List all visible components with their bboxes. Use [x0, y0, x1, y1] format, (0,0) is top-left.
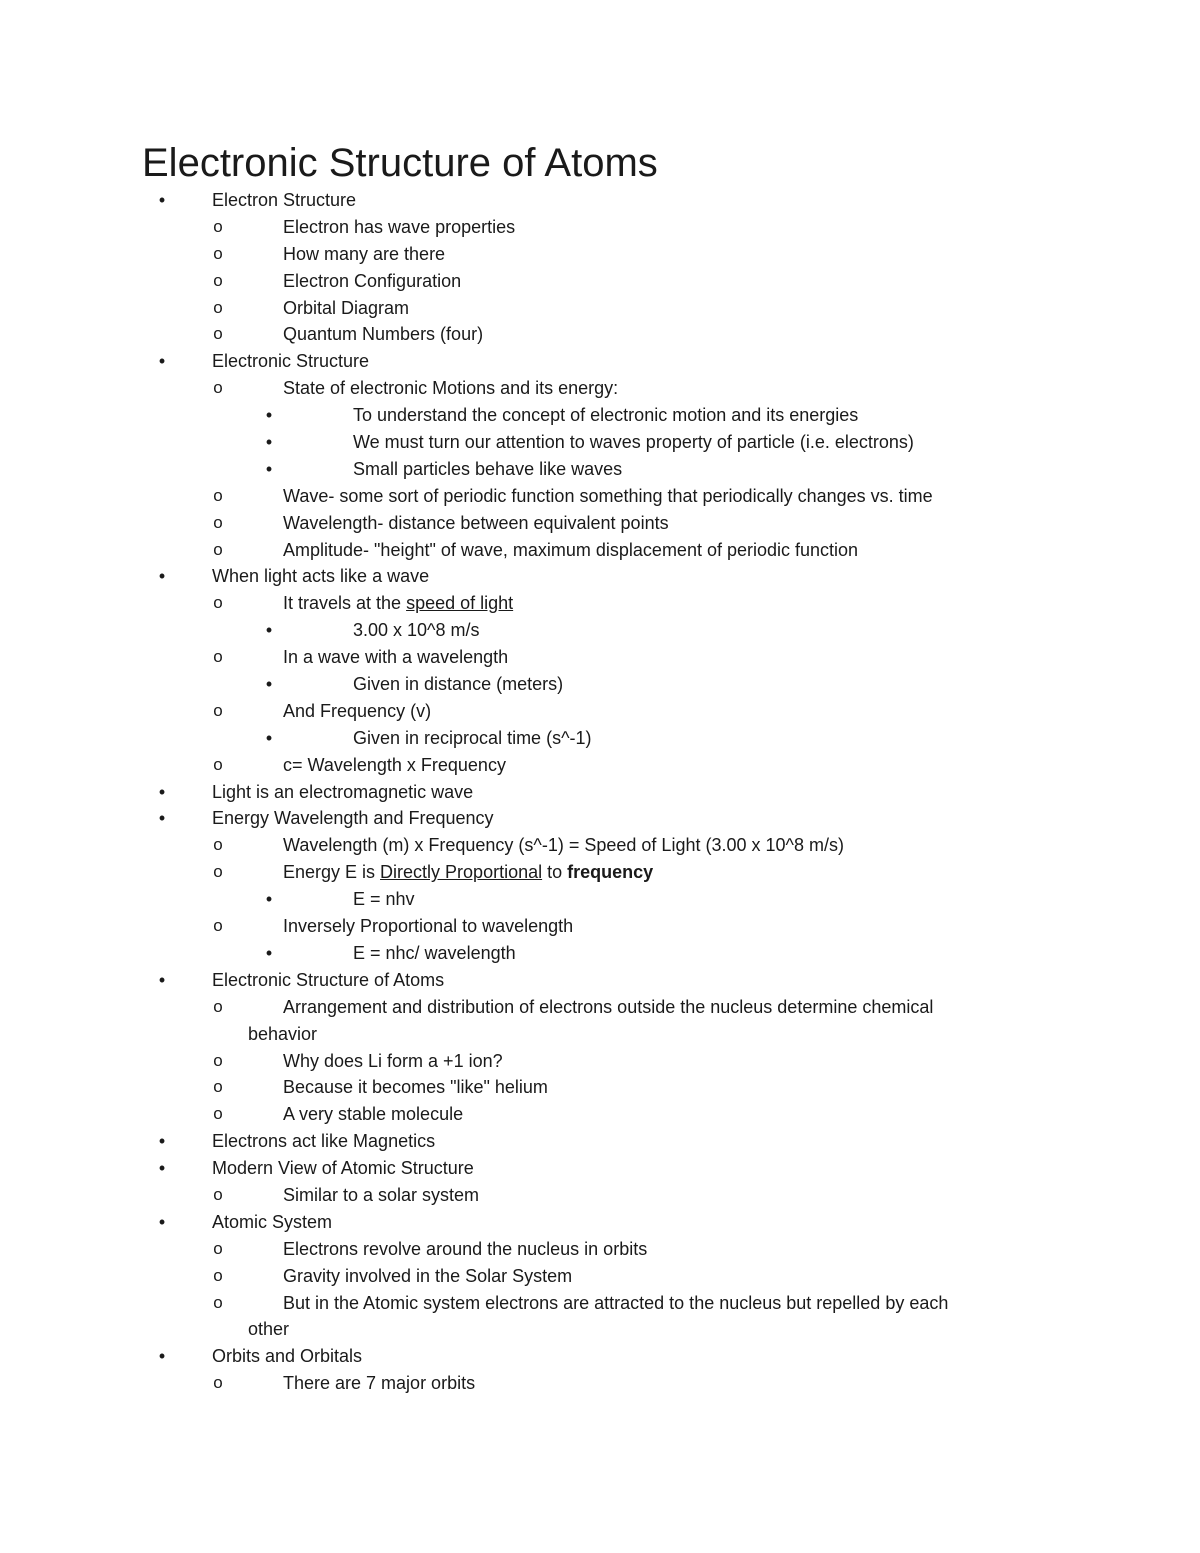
- filled-bullet-icon: •: [265, 889, 273, 910]
- hollow-circle-bullet-icon: o: [213, 700, 223, 720]
- list-item-text: Electrons revolve around the nucleus in orbits: [283, 1238, 648, 1259]
- list-item-text: In a wave with a wavelength: [283, 647, 509, 668]
- list-item-level-3: [0, 725, 1200, 752]
- list-item-level-3: [0, 402, 1200, 429]
- hollow-circle-bullet-icon: o: [213, 593, 223, 613]
- list-item-level-1: [0, 348, 1200, 375]
- list-item-level-2: [0, 1236, 1200, 1263]
- list-item-text: Arrangement and distribution of electrons outside the nucleus determine chemical: [283, 996, 934, 1017]
- underlined-text: speed of light: [406, 593, 514, 614]
- hollow-circle-bullet-icon: o: [213, 996, 223, 1016]
- list-item-level-2: [0, 994, 1200, 1021]
- list-item-text: Electron Configuration: [283, 270, 462, 291]
- list-item-text: [283, 590, 513, 617]
- list-item-level-1: [0, 1209, 1200, 1236]
- list-item-text: Electron Structure: [212, 190, 357, 210]
- hollow-circle-bullet-icon: o: [213, 1050, 223, 1070]
- list-item-level-1: [0, 563, 1200, 590]
- list-item-text: Amplitude- "height" of wave, maximum displacement of periodic function: [283, 539, 859, 560]
- filled-bullet-icon: •: [265, 432, 273, 453]
- list-item-level-3: [0, 940, 1200, 967]
- list-item-text: Small particles behave like waves: [353, 458, 623, 479]
- filled-bullet-icon: •: [158, 566, 166, 587]
- list-item-text: Electronic Structure: [212, 351, 370, 372]
- list-item-level-2: [0, 590, 1200, 617]
- list-item-level-2: [0, 268, 1200, 295]
- list-item-text: Similar to a solar system: [283, 1184, 480, 1205]
- list-item-level-2: [0, 1101, 1200, 1128]
- hollow-circle-bullet-icon: o: [213, 297, 223, 317]
- list-item-text: Energy Wavelength and Frequency: [212, 808, 494, 829]
- list-item-text: E = nhc/ wavelength: [353, 942, 516, 963]
- hollow-circle-bullet-icon: o: [213, 243, 223, 263]
- list-item-text: behavior: [248, 1023, 318, 1044]
- filled-bullet-icon: •: [158, 1158, 166, 1179]
- hollow-circle-bullet-icon: o: [213, 216, 223, 236]
- text-run: It travels at the: [283, 593, 407, 614]
- hollow-circle-bullet-icon: o: [213, 647, 223, 667]
- list-item-level-2: [0, 1370, 1200, 1397]
- filled-bullet-icon: •: [158, 969, 166, 990]
- list-item-text: c= Wavelength x Frequency: [283, 754, 506, 775]
- hollow-circle-bullet-icon: o: [213, 378, 223, 398]
- list-item-level-2: [0, 913, 1200, 940]
- list-item-level-2: [0, 832, 1200, 859]
- list-item-text: But in the Atomic system electrons are attracted to the nucleus but repelled by each: [283, 1292, 949, 1313]
- list-item-text: How many are there: [283, 243, 446, 264]
- list-item-text: other: [248, 1319, 290, 1340]
- list-item-level-2: [0, 214, 1200, 241]
- list-item-text: Light is an electromagnetic wave: [212, 781, 474, 802]
- hollow-circle-bullet-icon: o: [213, 1292, 223, 1312]
- list-item-text: Electrons act like Magnetics: [212, 1131, 436, 1152]
- hollow-circle-bullet-icon: o: [213, 1373, 223, 1393]
- list-item-level-2: [0, 295, 1200, 322]
- list-item-text: Quantum Numbers (four): [283, 324, 484, 345]
- hollow-circle-bullet-icon: o: [213, 1077, 223, 1097]
- list-item-level-2: [0, 859, 1200, 886]
- filled-bullet-icon: •: [265, 458, 273, 479]
- list-item-level-3: [0, 886, 1200, 913]
- list-item-text: Wavelength- distance between equivalent points: [283, 512, 669, 533]
- hollow-circle-bullet-icon: o: [213, 1238, 223, 1258]
- list-item-text: Orbital Diagram: [283, 297, 410, 318]
- list-item-level-2: [0, 1263, 1200, 1290]
- list-item-level-2: [0, 1074, 1200, 1101]
- hollow-circle-bullet-icon: o: [213, 1184, 223, 1204]
- list-item-text: Orbits and Orbitals: [212, 1346, 363, 1367]
- list-item-text: There are 7 major orbits: [283, 1373, 476, 1394]
- filled-bullet-icon: •: [265, 674, 273, 695]
- list-item-level-2: [0, 510, 1200, 537]
- bullet-outline: [0, 187, 1200, 1397]
- list-item-level-3: [0, 429, 1200, 456]
- list-item-text: We must turn our attention to waves property of particle (i.e. electrons): [353, 432, 914, 453]
- filled-bullet-icon: •: [158, 1211, 166, 1232]
- list-item-level-3: [0, 456, 1200, 483]
- filled-bullet-icon: •: [158, 781, 166, 802]
- text-run: Energy E is: [283, 862, 381, 883]
- list-item-level-2: [0, 1290, 1200, 1317]
- list-item-text: Why does Li form a +1 ion?: [283, 1050, 503, 1071]
- list-item-level-2: [0, 321, 1200, 348]
- filled-bullet-icon: •: [158, 351, 166, 372]
- hollow-circle-bullet-icon: o: [213, 270, 223, 290]
- list-item-level-1: [0, 779, 1200, 806]
- list-item-level-2: [0, 752, 1200, 779]
- filled-bullet-icon: •: [158, 1131, 166, 1152]
- list-item-text: When light acts like a wave: [212, 566, 430, 587]
- list-item-text: Inversely Proportional to wavelength: [283, 916, 574, 937]
- list-item-level-1: [0, 1343, 1200, 1370]
- list-item-text: Electronic Structure of Atoms: [212, 969, 445, 990]
- list-item-text: Modern View of Atomic Structure: [212, 1158, 474, 1179]
- list-item-text: 3.00 x 10^8 m/s: [353, 620, 480, 641]
- list-item-level-2: [0, 698, 1200, 725]
- list-item-level-1: [0, 187, 1200, 214]
- bold-text: frequency: [567, 862, 654, 883]
- list-item-text: Given in reciprocal time (s^-1): [353, 727, 592, 748]
- list-item-text: Wave- some sort of periodic function something that periodically changes vs. time: [283, 485, 933, 506]
- list-item-continuation: [0, 1316, 1200, 1343]
- list-item-text: Wavelength (m) x Frequency (s^-1) = Speed of Light (3.00 x 10^8 m/s): [283, 835, 844, 856]
- list-item-text: Gravity involved in the Solar System: [283, 1265, 573, 1286]
- list-item-level-1: [0, 1155, 1200, 1182]
- list-item-text: And Frequency (v): [283, 700, 432, 721]
- hollow-circle-bullet-icon: o: [213, 862, 223, 882]
- list-item-level-3: [0, 671, 1200, 698]
- list-item-text: Given in distance (meters): [353, 674, 564, 695]
- list-item-level-2: [0, 537, 1200, 564]
- filled-bullet-icon: •: [158, 808, 166, 829]
- list-item-text: Atomic System: [212, 1211, 333, 1232]
- underlined-text: Directly Proportional: [380, 862, 543, 883]
- list-item-text: To understand the concept of electronic motion and its energies: [353, 405, 859, 426]
- hollow-circle-bullet-icon: o: [213, 485, 223, 505]
- hollow-circle-bullet-icon: o: [213, 835, 223, 855]
- list-item-text: E = nhv: [353, 889, 415, 910]
- list-item-text: Electron has wave properties: [283, 216, 516, 237]
- filled-bullet-icon: •: [265, 620, 273, 641]
- filled-bullet-icon: •: [265, 727, 273, 748]
- hollow-circle-bullet-icon: o: [213, 1104, 223, 1124]
- list-item-text: A very stable molecule: [283, 1104, 464, 1125]
- list-item-text: State of electronic Motions and its energy:: [283, 378, 619, 399]
- list-item-level-2: [0, 241, 1200, 268]
- hollow-circle-bullet-icon: o: [213, 539, 223, 559]
- list-item-level-3: [0, 617, 1200, 644]
- list-item-level-1: [0, 1128, 1200, 1155]
- hollow-circle-bullet-icon: o: [213, 916, 223, 936]
- hollow-circle-bullet-icon: o: [213, 754, 223, 774]
- hollow-circle-bullet-icon: o: [213, 1265, 223, 1285]
- text-run: to: [542, 862, 568, 883]
- hollow-circle-bullet-icon: o: [213, 324, 223, 344]
- list-item-level-2: [0, 1182, 1200, 1209]
- list-item-level-1: [0, 805, 1200, 832]
- filled-bullet-icon: •: [158, 190, 166, 210]
- list-item-continuation: [0, 1021, 1200, 1048]
- list-item-level-2: [0, 483, 1200, 510]
- list-item-text: [283, 859, 653, 886]
- list-item-level-2: [0, 375, 1200, 402]
- filled-bullet-icon: •: [265, 405, 273, 426]
- document-title: Electronic Structure of Atoms: [142, 141, 658, 185]
- filled-bullet-icon: •: [265, 942, 273, 963]
- filled-bullet-icon: •: [158, 1346, 166, 1367]
- list-item-level-2: [0, 644, 1200, 671]
- list-item-level-1: [0, 967, 1200, 994]
- list-item-level-2: [0, 1048, 1200, 1075]
- hollow-circle-bullet-icon: o: [213, 512, 223, 532]
- list-item-text: Because it becomes "like" helium: [283, 1077, 548, 1098]
